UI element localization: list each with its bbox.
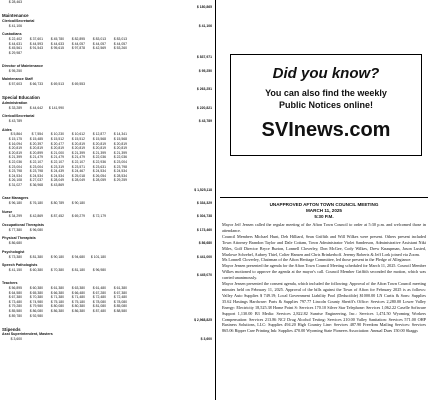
salary-amount: $ 80,080 xyxy=(50,304,64,309)
salary-amount: $ 72,480 xyxy=(113,295,127,300)
salary-amount: $ 20,397 xyxy=(29,141,43,146)
salary-amount: $ 41,150 xyxy=(8,267,22,272)
salary-amount: $ 23,319 xyxy=(50,164,64,169)
ad-line-1: You can also find the weekly xyxy=(265,88,387,98)
salary-amount: $ 64,580 xyxy=(8,290,22,295)
salary-amount: $ 26,108 xyxy=(8,178,22,183)
salary-amount: $ 42,869 xyxy=(29,214,43,219)
salary-amount: $ 88,580 xyxy=(113,308,127,313)
salary-amount: $ 89,780 xyxy=(8,313,22,318)
salary-amount: $ 87,480 xyxy=(92,308,106,313)
salary-amount: $ 97,878 xyxy=(71,46,85,51)
salary-schedule-column xyxy=(2,0,212,400)
category-total: $ 837,971 xyxy=(196,55,212,60)
salary-amount: $ 16,094 xyxy=(8,141,22,146)
salary-amount: $ 20,819 xyxy=(113,146,127,151)
salary-amount: $ 83,013 xyxy=(92,36,106,41)
subsection-heading: Psychologist xyxy=(2,249,25,254)
category-total: $ 3,600 xyxy=(200,337,212,342)
salary-amount: $ 61,480 xyxy=(92,285,106,290)
category-total: $ 334,329 xyxy=(196,201,212,205)
salary-amount: $ 56,895 xyxy=(8,285,22,290)
category-total: $ 2,968,825 xyxy=(194,318,212,323)
salary-amount: $ 22,036 xyxy=(8,160,22,165)
salary-amount: $ 81,380 xyxy=(29,254,43,259)
salary-amount: $ 21,000 xyxy=(50,150,64,155)
salary-amount: $ 41,106 xyxy=(8,23,22,28)
salary-amount: $ 85,580 xyxy=(8,308,22,313)
salary-amount: $ 65,380 xyxy=(29,290,43,295)
salary-amount: $ 34,299 xyxy=(8,214,22,219)
salary-amount: $ 21,399 xyxy=(92,150,106,155)
salary-amount: $ 91,543 xyxy=(29,46,43,51)
salary-amount: $ 36,968 xyxy=(29,183,43,188)
salary-amount: $ 10,230 xyxy=(50,132,64,137)
salary-amount: $ 77,380 xyxy=(8,227,22,232)
salary-amount: $ 23,798 xyxy=(8,169,22,174)
section-rule xyxy=(220,197,428,198)
salary-amount: $ 10,612 xyxy=(71,132,85,137)
svinews-advertisement[interactable] xyxy=(230,54,422,156)
salary-amount: $ 60,380 xyxy=(29,267,43,272)
subsection-heading: Clerical/Secretarial xyxy=(2,114,35,119)
salary-amount: $ 21,479 xyxy=(29,155,43,160)
salary-amount: $ 92,980 xyxy=(29,313,43,318)
salary-amount: $ 61,380 xyxy=(113,285,127,290)
notice-paragraph: Council Members Michael Hunt, Deb Hilliard, Sean Griffith and Will Wilkes were present. Others present included Town Attorney Brandon Taylor and Dale Cottam, Town Administrator Violet Sanderson, Administrative Assistant Niki Miles, Golf Director Bryce Burton, Lonnell Cloverley, Don McGee, Cody Wilkes, Drew Knaupman, Jason Lusted, Marlowe Schrebel, Aubrey Thiel, Colter Hansen and Chris Brinkerhoff. Jeremy Roberts & Jeff Lork joined via Zoom. xyxy=(222,233,426,257)
salary-amount: $ 20,819 xyxy=(8,146,22,151)
salary-amount: $ 15,485 xyxy=(29,137,43,142)
notice-paragraph: Mayor Jensen presented the consent agenda, which included the following: Approval of the Afton Town Council meeting minutes held on February 11, 2025. Approval of the bills against the Town of Afton for February 2025 is as follows: Valley Auto Supplies $ 749.19; Local Government Liability Pool (Deductible) $1000.00 LN Curtis & Sons: Supplies 35.62 Hastings Hardware: Parts & Supplies 797.77 Lincoln County Sheriff's Office: Services 2,280.00 Lower Valley Energy: Electricity 18,525.38 Home Point S: Services 170.10 Silver Star Telephone: Services 1,062.22 Caselle Software Support 1,130.00 B3 Media: Services 2,822.82 Sunrise Engineering, Inc.: Services 1,474.50 Wyoming Workers Compensation: Services 213.86 NCJ Drug Alcohol Testing: Services 210.00 Valley Sanitation: Services 571.00 OHP Business Solutions, LLC: Supplies 494.20 High Country Line: Services 487.90 Freedom Mailing Services: Services 865.06 Ripper Care Printing Ink: Supplies 470.00 Wyoming State Pioneers Association: Annual Dues 150.00 Skaggs xyxy=(222,281,426,334)
salary-amount: $ 22,107 xyxy=(29,160,43,165)
salary-amount: $ 83,013 xyxy=(113,36,127,41)
salary-amount: $ 23,798 xyxy=(113,164,127,169)
salary-amount: $ 23,004 xyxy=(29,164,43,169)
salary-amount: $ 78,080 xyxy=(92,299,106,304)
salary-amount: $ 79,280 xyxy=(8,304,22,309)
salary-amount: $ 75,180 xyxy=(50,299,64,304)
salary-amount: $ 81,080 xyxy=(92,304,106,309)
subsection-heading: Teachers xyxy=(2,281,18,286)
salary-amount: $ 23,004 xyxy=(8,164,22,169)
category-total: $ 41,106 xyxy=(198,23,212,28)
salary-amount: $ 5,864 xyxy=(10,132,22,137)
category-total: $ 445,070 xyxy=(196,272,212,277)
salary-amount: $ 24,439 xyxy=(50,169,64,174)
salary-amount: $ 20,819 xyxy=(71,146,85,151)
salary-amount: $ 22,402 xyxy=(8,36,22,41)
salary-amount: $ 66,480 xyxy=(71,290,85,295)
notice-date: MARCH 11, 2025 xyxy=(305,208,342,213)
salary-amount: $ 33,289 xyxy=(8,105,22,110)
salary-amount: $ 66,733 xyxy=(29,82,43,87)
salary-amount: $ 21,399 xyxy=(8,155,22,160)
salary-amount: $ 22,036 xyxy=(92,155,106,160)
salary-amount: $ 24,467 xyxy=(71,169,85,174)
salary-amount: $ 22,107 xyxy=(50,160,64,165)
ad-line-2: Public Notices online! xyxy=(278,100,373,110)
salary-amount: $ 44,633 xyxy=(50,41,64,46)
subsection-heading: Administration xyxy=(2,100,28,105)
salary-amount: $ 24,534 xyxy=(50,173,64,178)
right-column xyxy=(220,0,428,400)
salary-amount: $ 69,513 xyxy=(50,82,64,87)
category-total: $ 173,460 xyxy=(196,227,212,232)
salary-amount: $ 20,819 xyxy=(8,150,22,155)
salary-amount: $ 21,399 xyxy=(113,150,127,155)
salary-amount: $ 61,380 xyxy=(50,285,64,290)
notice-paragraph: Mayor Jensen presented the agenda for the Afton Town Council Meeting scheduled for March 11, 2025. Council Member Wilkes motioned to approve the agenda at the mayor's call. Council Member Griffith seconded the motion, which was carried unanimously. xyxy=(222,263,426,281)
salary-amount: $ 67,280 xyxy=(92,290,106,295)
category-total: $ 441,000 xyxy=(196,254,212,259)
salary-amount: $ 96,180 xyxy=(8,201,22,205)
salary-amount: $ 28,049 xyxy=(50,178,64,183)
salary-amount: $ 67,380 xyxy=(8,295,22,300)
salary-amount: $ 44,057 xyxy=(92,41,106,46)
category-total: $ 220,821 xyxy=(196,105,212,110)
salary-amount: $ 86,680 xyxy=(8,241,22,246)
salary-amount: $ 21,479 xyxy=(71,155,85,160)
salary-amount: $ 23,631 xyxy=(92,164,106,169)
subsection-heading: Custodians xyxy=(2,32,22,37)
salary-amount: $ 20,819 xyxy=(113,141,127,146)
subsection-heading: Case Managers xyxy=(2,196,29,201)
section-heading: Maintenance xyxy=(2,13,29,19)
subsection-heading: Physical Therapists xyxy=(2,236,36,241)
salary-amount: $ 80,380 xyxy=(71,304,85,309)
salary-amount: $ 44,642 xyxy=(29,105,43,110)
subsection-heading: Director of Maintenance xyxy=(2,63,43,68)
salary-amount: $ 63,380 xyxy=(71,285,85,290)
salary-amount: $ 21,479 xyxy=(50,155,64,160)
salary-amount: $ 25,018 xyxy=(71,173,85,178)
salary-amount: $ 23,798 xyxy=(29,169,43,174)
salary-amount: $ 75,180 xyxy=(71,299,85,304)
subsection-heading: Maintenance Staff xyxy=(2,77,33,82)
section-heading: Special Education xyxy=(2,95,40,101)
salary-amount: $ 12,877 xyxy=(92,132,106,137)
category-total: $ 43,789 xyxy=(198,119,212,124)
salary-amount: $ 71,480 xyxy=(71,295,85,300)
subsection-heading: Asst Superintendent, Masters xyxy=(2,332,53,337)
salary-amount: $ 70,380 xyxy=(29,295,43,300)
salary-amount: $ 60,380 xyxy=(29,285,43,290)
salary-amount: $ 78,080 xyxy=(113,299,127,304)
salary-amount: $ 44,593 xyxy=(29,41,43,46)
salary-amount: $ 67,380 xyxy=(113,290,127,295)
salary-amount: $ 15,512 xyxy=(71,137,85,142)
salary-amount: $ 95,615 xyxy=(50,46,64,51)
salary-amount: $ 31,027 xyxy=(8,183,22,188)
salary-amount: $ 27,037 xyxy=(29,178,43,183)
subsection-heading: Speech Pathologists xyxy=(2,263,38,268)
salary-amount: $ 90,180 xyxy=(71,201,85,205)
salary-amount: $ 22,107 xyxy=(71,160,85,165)
salary-amount: $ 15,175 xyxy=(8,137,22,142)
salary-amount: $ 21,399 xyxy=(71,150,85,155)
category-total: $ 86,680 xyxy=(198,241,212,246)
salary-amount: $ 70,380 xyxy=(50,267,64,272)
category-total: $ 263,251 xyxy=(196,86,212,91)
notice-title: UNAPPROVED AFTON TOWN COUNCIL MEETING xyxy=(269,202,379,207)
salary-amount: $ 43,789 xyxy=(8,119,22,124)
salary-amount: $ 24,534 xyxy=(29,173,43,178)
salary-amount: $ 87,452 xyxy=(50,214,64,219)
salary-amount: $ 72,179 xyxy=(92,214,106,219)
category-total: $ 304,738 xyxy=(196,214,212,219)
salary-amount: $ 15,512 xyxy=(50,137,64,142)
salary-amount: $ 69,279 xyxy=(71,214,85,219)
salary-amount: $ 96,980 xyxy=(92,267,106,272)
salary-amount: $ 86,080 xyxy=(29,308,43,313)
salary-amount: $ 72,480 xyxy=(92,295,106,300)
salary-amount: $ 69,553 xyxy=(71,82,85,87)
council-meeting-notice xyxy=(222,202,426,334)
salary-amount: $ 14,341 xyxy=(113,132,127,137)
category-total: $ 95,250 xyxy=(198,68,212,73)
salary-amount: $ 15,568 xyxy=(113,137,127,142)
salary-amount: $ 45,561 xyxy=(8,46,22,51)
salary-amount: $ 23,004 xyxy=(113,160,127,165)
subsection-heading: Nurse xyxy=(2,209,13,214)
salary-amount: $ 90,180 xyxy=(50,254,64,259)
salary-amount: $ 23,571 xyxy=(71,164,85,169)
ad-url[interactable]: SVInews.com xyxy=(261,119,391,141)
salary-amount: $ 80,789 xyxy=(50,201,64,205)
subsection-heading: Clerical/Secretarial xyxy=(2,18,35,23)
salary-amount: $ 82,895 xyxy=(71,36,85,41)
salary-amount: $ 20,899 xyxy=(29,150,43,155)
salary-amount: $ 20,477 xyxy=(50,141,64,146)
salary-amount: $ 94,680 xyxy=(71,254,85,259)
salary-amount: $ 96,080 xyxy=(29,227,43,232)
salary-amount: $ 57,603 xyxy=(8,82,22,87)
salary-amount: $ 42,569 xyxy=(92,46,106,51)
salary-amount: $ 141,990 xyxy=(48,105,64,110)
salary-amount: $ 28,059 xyxy=(92,178,106,183)
salary-amount: $ 24,534 xyxy=(92,169,106,174)
salary-amount: $ 86,380 xyxy=(71,308,85,313)
salary-amount: $ 28,534 xyxy=(113,173,127,178)
salary-amount: $ 29,259 xyxy=(113,178,127,183)
salary-amount: $ 76,180 xyxy=(29,201,43,205)
salary-amount: $ 28,049 xyxy=(71,178,85,183)
ad-headline: Did you know? xyxy=(272,65,380,82)
section-heading: Stipends xyxy=(2,326,21,332)
salary-amount: $ 20,819 xyxy=(92,141,106,146)
salary-amount: $ 85,080 xyxy=(113,304,127,309)
salary-amount: $ 24,534 xyxy=(113,169,127,174)
salary-amount: $ 73,380 xyxy=(8,254,22,259)
category-total: $ 1,525,118 xyxy=(194,187,212,192)
salary-amount: $ 24,534 xyxy=(8,173,22,178)
salary-amount: $ 15,568 xyxy=(92,137,106,142)
notice-paragraph: Mayor Jeff Jensen called the regular meeting of the Afton Town Council to order at 5:30 p.m. and welcomed those in attendance. xyxy=(222,222,426,233)
salary-amount: $ 20,819 xyxy=(50,146,64,151)
subsection-heading: Aides xyxy=(2,127,12,132)
salary-row xyxy=(2,337,212,342)
subsection-heading: Occupational Therapists xyxy=(2,222,44,227)
notice-time: 5:30 P.M. xyxy=(314,214,334,219)
salary-amount: $ 22,936 xyxy=(92,160,106,165)
salary-amount: $ 53,260 xyxy=(113,46,127,51)
salary-amount: $ 26,054 xyxy=(92,173,106,178)
salary-amount: $ 20,819 xyxy=(71,141,85,146)
salary-amount: $ 44,057 xyxy=(113,41,127,46)
salary-amount: $ 71,380 xyxy=(50,295,64,300)
salary-amount: $ 44,057 xyxy=(71,41,85,46)
salary-amount: $ 101,180 xyxy=(90,254,106,259)
salary-amount: $ 29,987 xyxy=(8,50,22,55)
salary-amount: $ 28,463 xyxy=(8,0,22,4)
salary-amount: $ 37,601 xyxy=(29,36,43,41)
notice-paragraph: Ms Lonnell Cloverley, Chairman of the Afton Heritage Committee, led those present in the Pledge of Allegiance. xyxy=(222,257,412,263)
salary-amount: $ 45,780 xyxy=(50,36,64,41)
salary-amount: $ 3,600 xyxy=(10,337,22,342)
column-divider xyxy=(215,0,216,400)
salary-amount: $ 20,819 xyxy=(29,146,43,151)
salary-amount: $ 66,380 xyxy=(50,290,64,295)
salary-amount: $ 22,036 xyxy=(113,155,127,160)
salary-amount: $ 44,631 xyxy=(8,41,22,46)
salary-amount: $ 74,980 xyxy=(29,299,43,304)
salary-amount: $ 95,250 xyxy=(8,68,22,73)
salary-amount: $ 7,554 xyxy=(31,132,43,137)
category-total: $ 180,865 xyxy=(196,4,212,9)
salary-amount: $ 43,869 xyxy=(50,183,64,188)
salary-amount: $ 79,980 xyxy=(29,304,43,309)
salary-amount: $ 81,180 xyxy=(71,267,85,272)
salary-amount: $ 86,380 xyxy=(50,308,64,313)
salary-amount: $ 73,480 xyxy=(8,299,22,304)
salary-amount: $ 20,819 xyxy=(92,146,106,151)
